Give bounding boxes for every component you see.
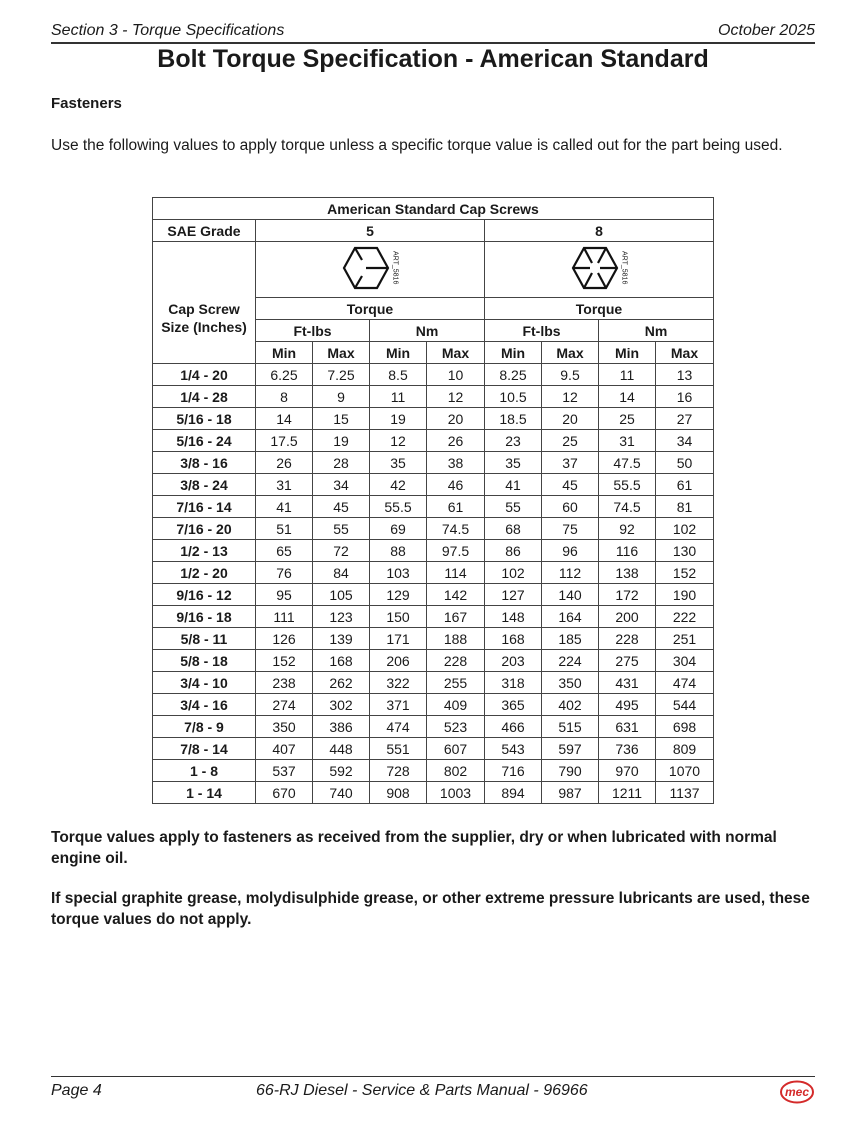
torque-value: 6.25 xyxy=(256,364,313,386)
page-title: Bolt Torque Specification - American Standard xyxy=(157,45,709,73)
torque-value: 150 xyxy=(370,606,427,628)
torque-value: 37 xyxy=(542,452,599,474)
table-row xyxy=(153,540,714,562)
torque-value: 14 xyxy=(256,408,313,430)
cap-screw-size: 5/16 - 18 xyxy=(153,408,256,430)
torque-value: 631 xyxy=(599,716,656,738)
torque-value: 255 xyxy=(427,672,485,694)
art-label: ART_5816 xyxy=(620,251,628,285)
torque-value: 142 xyxy=(427,584,485,606)
cap-screw-size: 5/8 - 18 xyxy=(153,650,256,672)
cap-screw-size: 1/4 - 28 xyxy=(153,386,256,408)
torque-value: 9.5 xyxy=(542,364,599,386)
torque-value: 551 xyxy=(370,738,427,760)
size-label xyxy=(153,242,256,364)
torque-value: 386 xyxy=(313,716,370,738)
table-row xyxy=(153,760,714,782)
torque-value: 15 xyxy=(313,408,370,430)
torque-value: 228 xyxy=(599,628,656,650)
torque-value: 185 xyxy=(542,628,599,650)
torque-value: 1003 xyxy=(427,782,485,804)
torque-value: 206 xyxy=(370,650,427,672)
table-row xyxy=(153,408,714,430)
torque-value: 448 xyxy=(313,738,370,760)
svg-text:mec: mec xyxy=(784,1085,810,1099)
torque-value: 55.5 xyxy=(370,496,427,518)
torque-value: 17.5 xyxy=(256,430,313,452)
torque-value: 10.5 xyxy=(485,386,542,408)
torque-value: 97.5 xyxy=(427,540,485,562)
torque-value: 102 xyxy=(656,518,714,540)
torque-value: 102 xyxy=(485,562,542,584)
cap-screw-size: 9/16 - 12 xyxy=(153,584,256,606)
torque-value: 11 xyxy=(599,364,656,386)
torque-value: 116 xyxy=(599,540,656,562)
torque-value: 129 xyxy=(370,584,427,606)
min-label: Min xyxy=(485,342,542,364)
cap-screw-size: 3/8 - 16 xyxy=(153,452,256,474)
torque-value: 34 xyxy=(656,430,714,452)
torque-value: 371 xyxy=(370,694,427,716)
torque-value: 262 xyxy=(313,672,370,694)
torque-value: 152 xyxy=(256,650,313,672)
torque-value: 304 xyxy=(656,650,714,672)
date-label: October 2025 xyxy=(718,22,815,39)
table-row xyxy=(153,562,714,584)
torque-value: 251 xyxy=(656,628,714,650)
torque-value: 35 xyxy=(485,452,542,474)
torque-value: 970 xyxy=(599,760,656,782)
torque-value: 103 xyxy=(370,562,427,584)
torque-value: 31 xyxy=(256,474,313,496)
section-label: Section 3 - Torque Specifications xyxy=(51,22,285,39)
grade-5-header: 5 xyxy=(256,220,485,242)
torque-value: 61 xyxy=(427,496,485,518)
table-row xyxy=(153,782,714,804)
grade-5-bolt-head-icon xyxy=(342,246,390,290)
cap-screw-size: 3/4 - 10 xyxy=(153,672,256,694)
cap-screw-size: 1/4 - 20 xyxy=(153,364,256,386)
document-title: 66-RJ Diesel - Service & Parts Manual - 96966 xyxy=(256,1082,588,1099)
torque-value: 105 xyxy=(313,584,370,606)
torque-value: 111 xyxy=(256,606,313,628)
torque-value: 69 xyxy=(370,518,427,540)
torque-value: 716 xyxy=(485,760,542,782)
table-row xyxy=(153,716,714,738)
grade-5-ftlbs-label: Ft-lbs xyxy=(256,320,370,342)
intro-paragraph: Use the following values to apply torque unless a specific torque value is called out for the part being used. xyxy=(51,137,783,154)
torque-value: 543 xyxy=(485,738,542,760)
torque-value: 515 xyxy=(542,716,599,738)
torque-value: 23 xyxy=(485,430,542,452)
cap-screw-size: 1/2 - 13 xyxy=(153,540,256,562)
torque-value: 409 xyxy=(427,694,485,716)
torque-value: 987 xyxy=(542,782,599,804)
torque-value: 84 xyxy=(313,562,370,584)
torque-value: 190 xyxy=(656,584,714,606)
torque-value: 65 xyxy=(256,540,313,562)
torque-value: 42 xyxy=(370,474,427,496)
torque-value: 19 xyxy=(370,408,427,430)
table-row xyxy=(153,672,714,694)
cap-screw-size: 7/8 - 14 xyxy=(153,738,256,760)
sae-grade-label: SAE Grade xyxy=(153,220,256,242)
torque-value: 365 xyxy=(485,694,542,716)
torque-value: 670 xyxy=(256,782,313,804)
torque-value: 10 xyxy=(427,364,485,386)
torque-value: 171 xyxy=(370,628,427,650)
table-body xyxy=(153,364,714,804)
torque-value: 172 xyxy=(599,584,656,606)
torque-value: 88 xyxy=(370,540,427,562)
torque-value: 130 xyxy=(656,540,714,562)
note-special-grease: If special graphite grease, molydisulphide grease, or other extreme pressure lubricants are used, these torque values do not apply. xyxy=(51,890,810,928)
min-label: Min xyxy=(599,342,656,364)
max-label: Max xyxy=(542,342,599,364)
torque-value: 55 xyxy=(313,518,370,540)
torque-value: 95 xyxy=(256,584,313,606)
torque-value: 200 xyxy=(599,606,656,628)
torque-value: 76 xyxy=(256,562,313,584)
torque-value: 28 xyxy=(313,452,370,474)
torque-value: 168 xyxy=(313,650,370,672)
art-label: ART_5816 xyxy=(391,251,399,285)
torque-value: 45 xyxy=(313,496,370,518)
torque-value: 350 xyxy=(542,672,599,694)
mec-logo-icon xyxy=(779,1080,815,1109)
cap-screw-size: 7/16 - 20 xyxy=(153,518,256,540)
torque-value: 809 xyxy=(656,738,714,760)
page-number: Page 4 xyxy=(51,1082,102,1099)
torque-value: 274 xyxy=(256,694,313,716)
grade-8-icon-cell xyxy=(485,242,714,298)
torque-value: 592 xyxy=(313,760,370,782)
subheading: Fasteners xyxy=(51,95,122,112)
cap-screw-size: 5/16 - 24 xyxy=(153,430,256,452)
torque-value: 544 xyxy=(656,694,714,716)
torque-value: 11 xyxy=(370,386,427,408)
grade-8-nm-label: Nm xyxy=(599,320,714,342)
torque-value: 466 xyxy=(485,716,542,738)
torque-value: 894 xyxy=(485,782,542,804)
torque-value: 51 xyxy=(256,518,313,540)
torque-value: 474 xyxy=(370,716,427,738)
torque-value: 50 xyxy=(656,452,714,474)
size-label-text: Cap Screw Size (Inches) xyxy=(161,300,247,335)
torque-value: 25 xyxy=(542,430,599,452)
table-row xyxy=(153,606,714,628)
torque-value: 86 xyxy=(485,540,542,562)
table-row xyxy=(153,496,714,518)
torque-value: 47.5 xyxy=(599,452,656,474)
grade-8-bolt-head-icon xyxy=(571,246,619,290)
table-row xyxy=(153,738,714,760)
torque-value: 46 xyxy=(427,474,485,496)
torque-value: 138 xyxy=(599,562,656,584)
torque-value: 16 xyxy=(656,386,714,408)
cap-screw-size: 7/16 - 14 xyxy=(153,496,256,518)
torque-value: 350 xyxy=(256,716,313,738)
torque-value: 34 xyxy=(313,474,370,496)
grade-5-icon-cell xyxy=(256,242,485,298)
torque-value: 12 xyxy=(542,386,599,408)
torque-value: 74.5 xyxy=(599,496,656,518)
torque-value: 431 xyxy=(599,672,656,694)
torque-value: 55.5 xyxy=(599,474,656,496)
cap-screw-size: 5/8 - 11 xyxy=(153,628,256,650)
torque-value: 74.5 xyxy=(427,518,485,540)
torque-value: 402 xyxy=(542,694,599,716)
torque-value: 322 xyxy=(370,672,427,694)
torque-value: 188 xyxy=(427,628,485,650)
torque-value: 302 xyxy=(313,694,370,716)
torque-value: 275 xyxy=(599,650,656,672)
torque-value: 92 xyxy=(599,518,656,540)
torque-value: 523 xyxy=(427,716,485,738)
torque-value: 18.5 xyxy=(485,408,542,430)
torque-value: 736 xyxy=(599,738,656,760)
max-label: Max xyxy=(656,342,714,364)
torque-value: 728 xyxy=(370,760,427,782)
torque-value: 38 xyxy=(427,452,485,474)
torque-value: 19 xyxy=(313,430,370,452)
table-row xyxy=(153,452,714,474)
grade-8-header: 8 xyxy=(485,220,714,242)
torque-value: 8.5 xyxy=(370,364,427,386)
max-label: Max xyxy=(427,342,485,364)
torque-value: 26 xyxy=(427,430,485,452)
min-label: Min xyxy=(256,342,313,364)
torque-value: 41 xyxy=(256,496,313,518)
torque-value: 152 xyxy=(656,562,714,584)
torque-value: 167 xyxy=(427,606,485,628)
torque-value: 20 xyxy=(542,408,599,430)
grade-5-nm-label: Nm xyxy=(370,320,485,342)
torque-value: 597 xyxy=(542,738,599,760)
torque-value: 45 xyxy=(542,474,599,496)
torque-value: 12 xyxy=(370,430,427,452)
cap-screw-size: 3/4 - 16 xyxy=(153,694,256,716)
torque-value: 114 xyxy=(427,562,485,584)
torque-value: 8 xyxy=(256,386,313,408)
torque-value: 20 xyxy=(427,408,485,430)
torque-value: 31 xyxy=(599,430,656,452)
torque-value: 222 xyxy=(656,606,714,628)
cap-screw-size: 9/16 - 18 xyxy=(153,606,256,628)
torque-value: 168 xyxy=(485,628,542,650)
torque-value: 81 xyxy=(656,496,714,518)
torque-value: 164 xyxy=(542,606,599,628)
table-row xyxy=(153,474,714,496)
torque-value: 148 xyxy=(485,606,542,628)
torque-value: 127 xyxy=(485,584,542,606)
note-lubrication: Torque values apply to fasteners as received from the supplier, dry or when lubricated with normal engine oil. xyxy=(51,829,777,867)
page-footer xyxy=(51,1076,815,1107)
page-header xyxy=(51,20,815,44)
grade-5-torque-label: Torque xyxy=(256,298,485,320)
torque-value: 238 xyxy=(256,672,313,694)
table-caption: American Standard Cap Screws xyxy=(153,198,714,220)
torque-value: 224 xyxy=(542,650,599,672)
torque-value: 60 xyxy=(542,496,599,518)
torque-value: 126 xyxy=(256,628,313,650)
grade-8-torque-label: Torque xyxy=(485,298,714,320)
torque-value: 68 xyxy=(485,518,542,540)
torque-value: 9 xyxy=(313,386,370,408)
torque-value: 139 xyxy=(313,628,370,650)
torque-value: 1070 xyxy=(656,760,714,782)
cap-screw-size: 3/8 - 24 xyxy=(153,474,256,496)
torque-value: 407 xyxy=(256,738,313,760)
table-row xyxy=(153,650,714,672)
torque-value: 61 xyxy=(656,474,714,496)
torque-value: 27 xyxy=(656,408,714,430)
torque-value: 537 xyxy=(256,760,313,782)
cap-screw-size: 7/8 - 9 xyxy=(153,716,256,738)
torque-value: 7.25 xyxy=(313,364,370,386)
cap-screw-size: 1/2 - 20 xyxy=(153,562,256,584)
table-row xyxy=(153,518,714,540)
table-row xyxy=(153,386,714,408)
min-label: Min xyxy=(370,342,427,364)
table-row xyxy=(153,628,714,650)
table-row xyxy=(153,430,714,452)
max-label: Max xyxy=(313,342,370,364)
torque-value: 96 xyxy=(542,540,599,562)
torque-value: 13 xyxy=(656,364,714,386)
cap-screw-size: 1 - 8 xyxy=(153,760,256,782)
cap-screw-size: 1 - 14 xyxy=(153,782,256,804)
torque-value: 740 xyxy=(313,782,370,804)
torque-value: 1137 xyxy=(656,782,714,804)
torque-value: 802 xyxy=(427,760,485,782)
torque-value: 228 xyxy=(427,650,485,672)
torque-value: 474 xyxy=(656,672,714,694)
torque-value: 14 xyxy=(599,386,656,408)
torque-value: 35 xyxy=(370,452,427,474)
torque-value: 318 xyxy=(485,672,542,694)
torque-value: 41 xyxy=(485,474,542,496)
torque-value: 607 xyxy=(427,738,485,760)
torque-value: 8.25 xyxy=(485,364,542,386)
torque-value: 12 xyxy=(427,386,485,408)
table-row xyxy=(153,584,714,606)
torque-value: 25 xyxy=(599,408,656,430)
torque-value: 112 xyxy=(542,562,599,584)
grade-8-ftlbs-label: Ft-lbs xyxy=(485,320,599,342)
torque-value: 72 xyxy=(313,540,370,562)
torque-value: 140 xyxy=(542,584,599,606)
torque-value: 1211 xyxy=(599,782,656,804)
torque-table xyxy=(152,197,714,804)
torque-value: 75 xyxy=(542,518,599,540)
torque-value: 495 xyxy=(599,694,656,716)
torque-value: 908 xyxy=(370,782,427,804)
torque-value: 55 xyxy=(485,496,542,518)
torque-value: 698 xyxy=(656,716,714,738)
torque-value: 123 xyxy=(313,606,370,628)
torque-value: 203 xyxy=(485,650,542,672)
table-row xyxy=(153,694,714,716)
table-row xyxy=(153,364,714,386)
torque-value: 790 xyxy=(542,760,599,782)
torque-value: 26 xyxy=(256,452,313,474)
